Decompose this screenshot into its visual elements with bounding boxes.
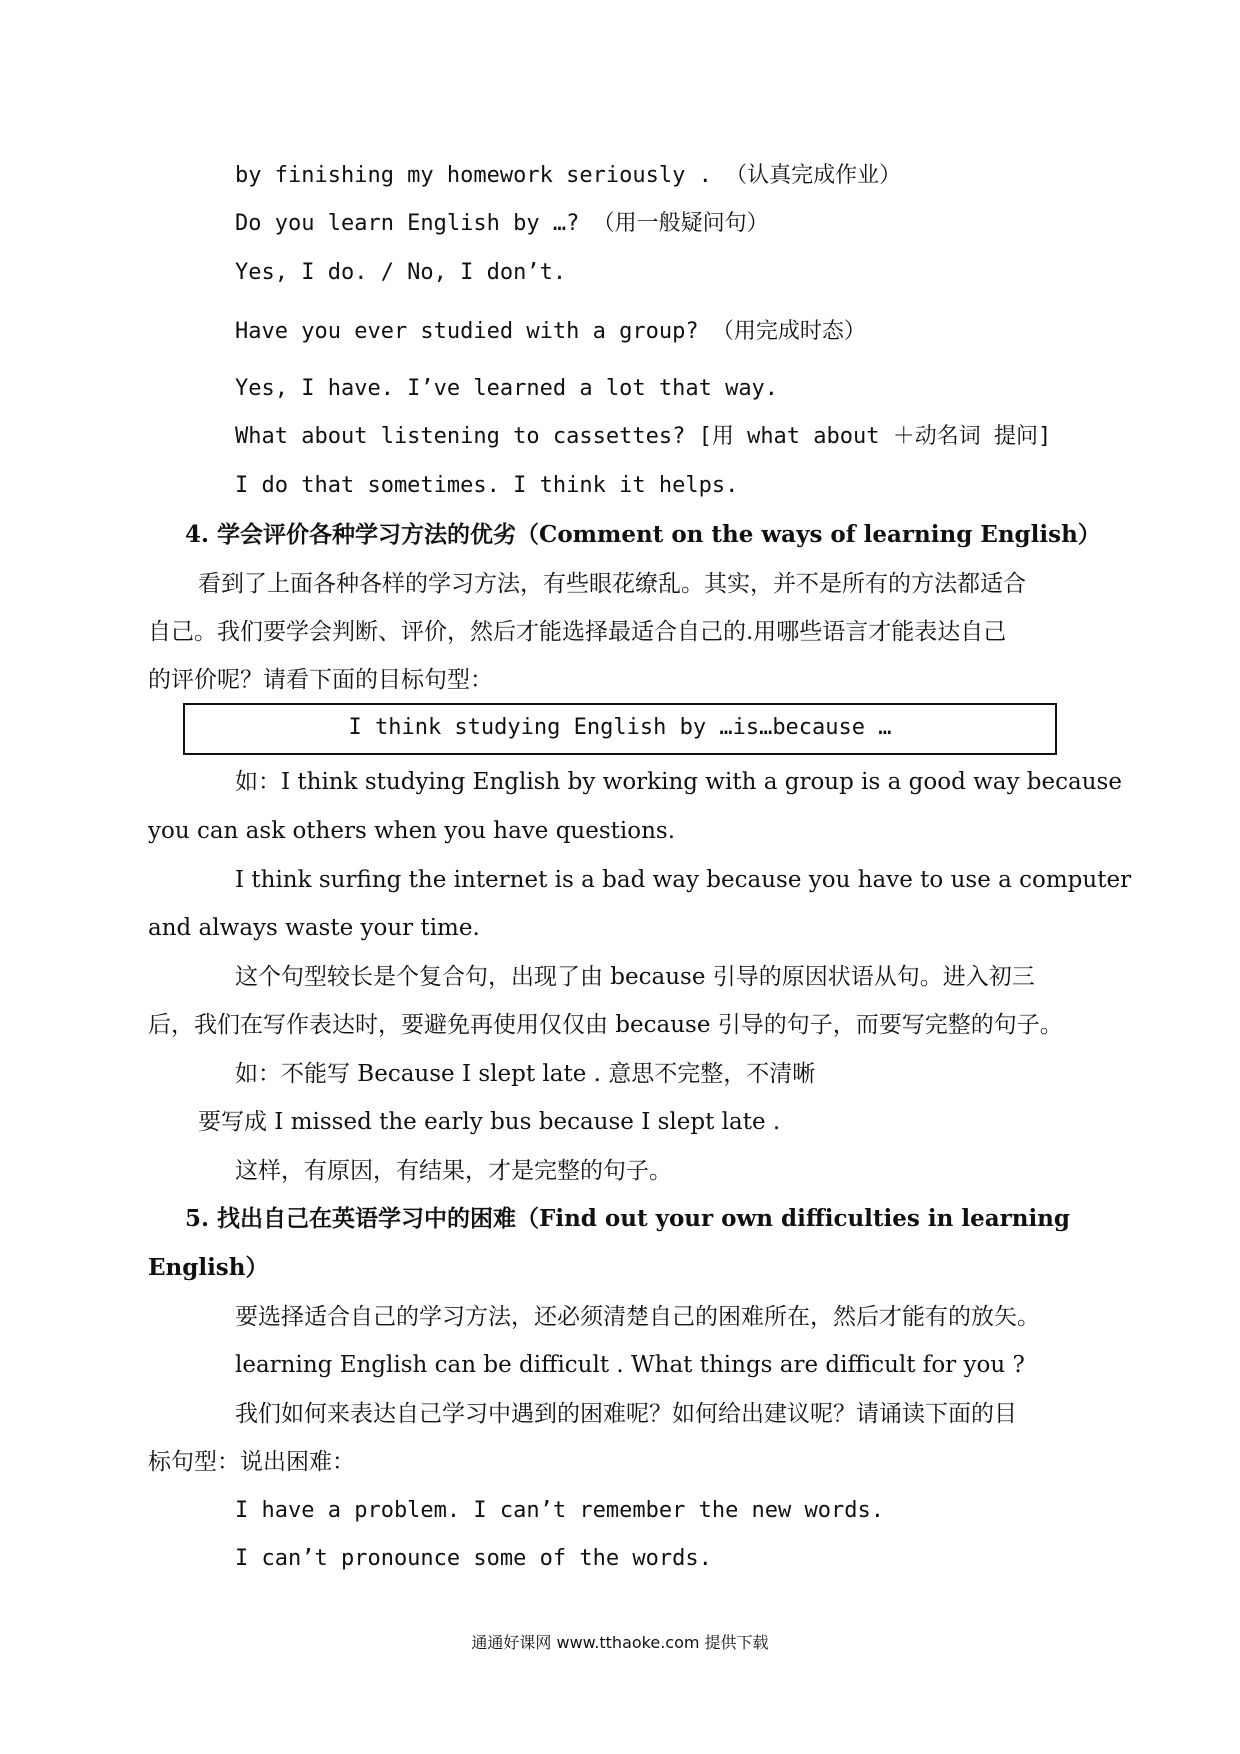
paragraph-line: 看到了上面各种各样的学习方法，有些眼花缭乱。其实，并不是所有的方法都适合	[198, 571, 1026, 597]
target-pattern-box	[183, 703, 1057, 755]
example-line: you can ask others when you have questions.	[148, 818, 676, 844]
text-line: What about listening to cassettes? [用 what about ＋动名词 提问]	[235, 424, 1052, 449]
section-heading: English）	[148, 1254, 269, 1281]
paragraph-line: 后，我们在写作表达时，要避免再使用仅仅由 because 引导的句子，而要写完整的句子。	[148, 1012, 1063, 1038]
text-line: Yes, I do. / No, I don’t.	[235, 260, 567, 285]
text-line: I do that sometimes. I think it helps.	[235, 473, 739, 498]
text-line: by finishing my homework seriously . （认真完成作业）	[235, 163, 902, 188]
example-line: and always waste your time.	[148, 915, 480, 941]
section-heading: 4. 学会评价各种学习方法的优劣（Comment on the ways of learning English）	[185, 521, 1101, 548]
example-line: 如：I think studying English by working with a group is a good way because	[235, 769, 1122, 795]
paragraph-line: learning English can be difficult . What things are difficult for you ?	[235, 1352, 1025, 1378]
example-line: I think surfing the internet is a bad way because you have to use a computer	[235, 867, 1132, 893]
paragraph-line: 这样，有原因，有结果，才是完整的句子。	[235, 1158, 672, 1184]
paragraph-line: 如：不能写 Because I slept late . 意思不完整，不清晰	[235, 1061, 816, 1087]
target-pattern: I think studying English by …is…because …	[348, 715, 892, 740]
paragraph-line: 要写成 I missed the early bus because I slept late .	[198, 1109, 781, 1135]
text-line: I have a problem. I can’t remember the new words.	[235, 1498, 885, 1523]
paragraph-line: 的评价呢？请看下面的目标句型：	[148, 667, 493, 693]
text-line: Yes, I have. I’ve learned a lot that way.	[235, 376, 779, 401]
text-line: Do you learn English by …? （用一般疑问句）	[235, 211, 769, 236]
text-line: Have you ever studied with a group? （用完成时态）	[235, 319, 866, 344]
section-heading: 5. 找出自己在英语学习中的困难（Find out your own difficulties in learning	[185, 1205, 1070, 1232]
paragraph-line: 自己。我们要学会判断、评价，然后才能选择最适合自己的.用哪些语言才能表达自己	[148, 619, 1007, 645]
paragraph-line: 我们如何来表达自己学习中遇到的困难呢？如何给出建议呢？请诵读下面的目	[235, 1401, 1017, 1427]
paragraph-line: 标句型：说出困难：	[148, 1449, 355, 1475]
paragraph-line: 这个句型较长是个复合句，出现了由 because 引导的原因状语从句。进入初三	[235, 964, 1035, 990]
text-line: I can’t pronounce some of the words.	[235, 1546, 712, 1571]
page-footer: 通通好课网 www.tthaoke.com 提供下载	[471, 1633, 769, 1652]
paragraph-line: 要选择适合自己的学习方法，还必须清楚自己的困难所在，然后才能有的放矢。	[235, 1304, 1040, 1330]
